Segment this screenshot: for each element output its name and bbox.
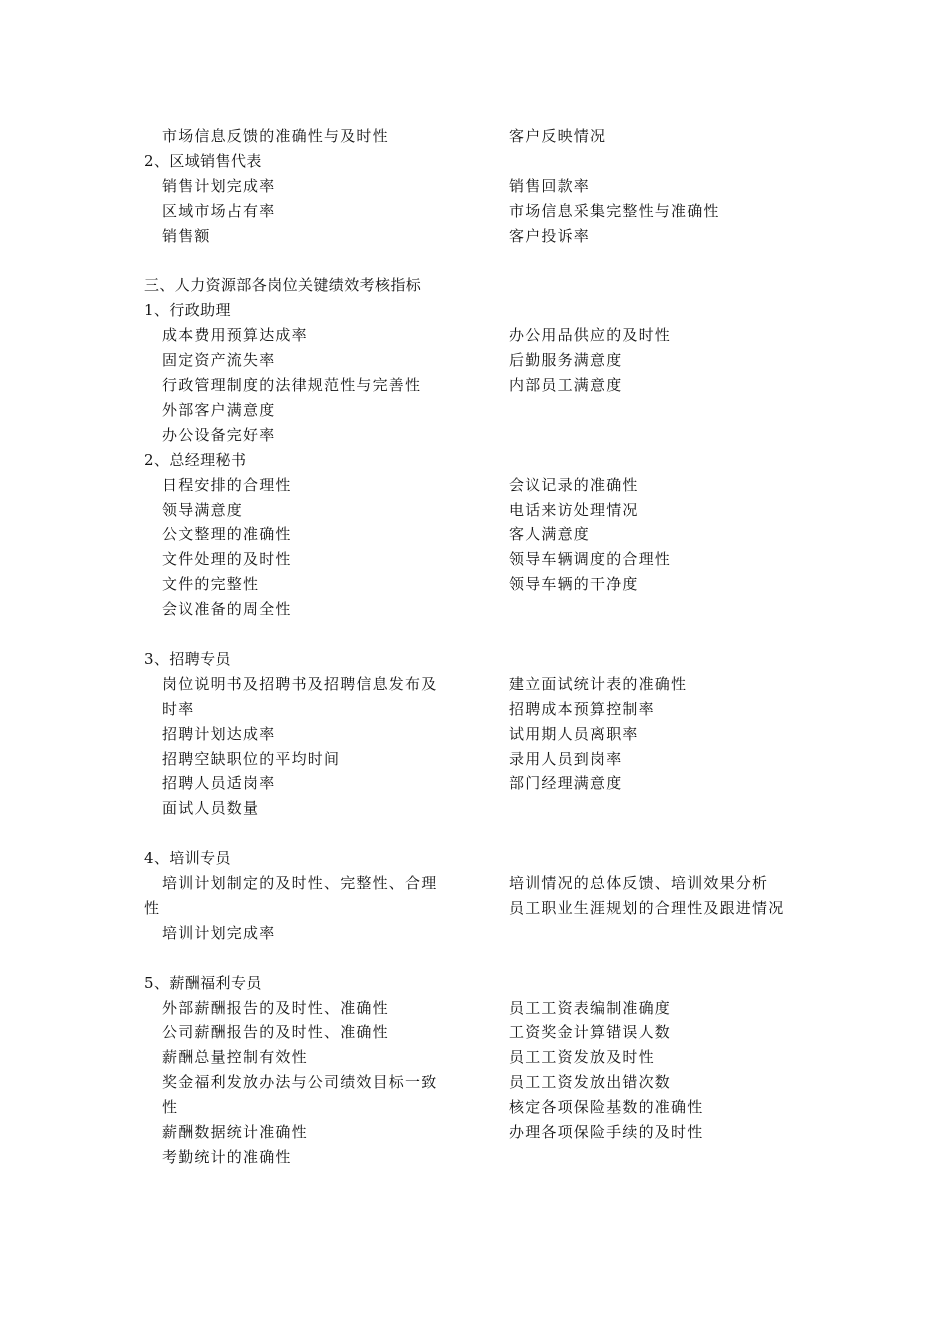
left-column-item: 文件的完整性 (162, 575, 260, 594)
right-column-item: 内部员工满意度 (509, 376, 623, 394)
right-column-item: 会议记录的准确性 (509, 475, 639, 494)
left-column-item: 日程安排的合理性 (162, 475, 292, 494)
right-column-item: 客人满意度 (509, 525, 591, 544)
left-column-item: 销售额 (162, 226, 211, 245)
section-heading: 3、招聘专员 (144, 649, 231, 668)
right-column-item: 后勤服务满意度 (509, 351, 623, 370)
right-column-item: 领导车辆的干净度 (509, 575, 639, 594)
section-heading: 5、薪酬福利专员 (144, 973, 262, 992)
left-column-item: 区域市场占有率 (162, 201, 276, 220)
section-heading: 2、区域销售代表 (144, 151, 262, 170)
left-column-item: 文件处理的及时性 (162, 550, 292, 569)
left-column-item: 招聘人员适岗率 (162, 774, 276, 793)
left-column-item: 外部客户满意度 (162, 400, 276, 419)
right-column-item: 工资奖金计算错误人数 (509, 1023, 672, 1042)
left-column-item: 招聘计划达成率 (162, 724, 276, 743)
left-column-item: 面试人员数量 (162, 799, 260, 818)
left-column-item: 公司薪酬报告的及时性、准确性 (162, 1023, 389, 1042)
left-column-item: 性 (162, 1098, 179, 1117)
right-column-item: 办理各项保险手续的及时性 (509, 1123, 704, 1141)
right-column-item: 培训情况的总体反馈、培训效果分析 (509, 874, 769, 892)
right-column-item: 销售回款率 (509, 176, 591, 195)
right-column-item: 电话来访处理情况 (509, 500, 639, 519)
section-heading: 三、人力资源部各岗位关键绩效考核指标 (144, 276, 422, 295)
left-column-item: 考勤统计的准确性 (162, 1147, 292, 1166)
right-column-item: 员工职业生涯规划的合理性及跟进情况 (509, 898, 785, 917)
left-column-item: 销售计划完成率 (162, 176, 276, 195)
right-column-item: 客户反映情况 (509, 127, 607, 145)
right-column-item: 领导车辆调度的合理性 (509, 550, 672, 569)
right-column-item: 员工工资表编制准确度 (509, 998, 672, 1017)
right-column-item: 录用人员到岗率 (509, 749, 623, 768)
right-column-item: 试用期人员离职率 (509, 724, 639, 743)
left-column-item: 市场信息反馈的准确性与及时性 (162, 127, 389, 145)
right-column-item: 部门经理满意度 (509, 774, 623, 793)
left-column-item: 固定资产流失率 (162, 351, 276, 370)
left-column-item: 薪酬总量控制有效性 (162, 1048, 308, 1067)
right-column-item: 建立面试统计表的准确性 (509, 674, 688, 693)
left-column-item: 成本费用预算达成率 (162, 326, 308, 345)
left-column-item: 奖金福利发放办法与公司绩效目标一致 (162, 1073, 438, 1092)
section-heading: 2、总经理秘书 (144, 450, 247, 469)
left-column-item: 外部薪酬报告的及时性、准确性 (162, 998, 389, 1017)
right-column-item: 招聘成本预算控制率 (509, 699, 655, 718)
section-heading: 4、培训专员 (144, 849, 231, 868)
left-column-item: 公文整理的准确性 (162, 525, 292, 544)
left-column-item: 时率 (162, 699, 195, 718)
left-column-item: 领导满意度 (162, 500, 244, 519)
section-heading: 性 (144, 898, 160, 917)
section-heading: 1、行政助理 (144, 301, 231, 320)
left-column-item: 办公设备完好率 (162, 425, 276, 444)
right-column-item: 客户投诉率 (509, 226, 591, 245)
left-column-item: 招聘空缺职位的平均时间 (162, 749, 341, 768)
right-column-item: 办公用品供应的及时性 (509, 326, 672, 345)
left-column-item: 薪酬数据统计准确性 (162, 1123, 308, 1141)
left-column-item: 岗位说明书及招聘书及招聘信息发布及 (162, 674, 438, 693)
left-column-item: 会议准备的周全性 (162, 600, 292, 619)
left-column-item: 培训计划完成率 (162, 923, 276, 942)
right-column-item: 市场信息采集完整性与准确性 (509, 201, 720, 220)
right-column-item: 核定各项保险基数的准确性 (509, 1098, 704, 1117)
right-column-item: 员工工资发放及时性 (509, 1048, 655, 1067)
left-column-item: 行政管理制度的法律规范性与完善性 (162, 376, 422, 394)
left-column-item: 培训计划制定的及时性、完整性、合理 (162, 874, 438, 892)
right-column-item: 员工工资发放出错次数 (509, 1073, 672, 1092)
